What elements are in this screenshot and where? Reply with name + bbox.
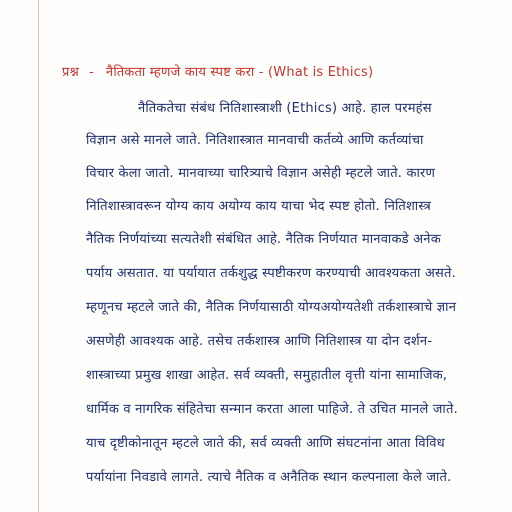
- text-line: पर्यायांना निवडावे लागते. त्याचे नैतिक व अनैतिक स्थान कल्पनाला केले जाते.: [86, 470, 452, 485]
- question-heading: [62, 62, 502, 80]
- margin-line: [38, 0, 39, 512]
- question-label: प्रश्न: [62, 65, 79, 80]
- text-line: याच दृष्टीकोनातून म्हटले जाते की, सर्व व्यक्ती आणि संघटनांना आता विविध: [86, 436, 445, 451]
- text-line: नैतिकतेचा संबंध नितिशास्त्राशी (Ethics) आहे. हाल परमहंस: [138, 101, 432, 116]
- text-line: असणेही आवश्यक आहे. तसेच तर्कशास्त्र आणि नितिशास्त्र या दोन दर्शन-: [86, 334, 433, 349]
- question-text: नैतिकता म्हणजे काय स्पष्ट करा - (What is Ethics): [105, 65, 374, 80]
- text-line: धार्मिक व नागरिक संहितेचा सन्मान करता आला पाहिजे. ते उचित मानले जाते.: [86, 402, 458, 417]
- text-line: म्हणूनच म्हटले जाते की, नैतिक निर्णयासाठी योग्यअयोग्यतेशी तर्कशास्त्राचे ज्ञान: [86, 300, 457, 315]
- text-line: नैतिक निर्णयांच्या सत्यतेशी संबंधित आहे. नैतिक निर्णयात मानवाकडे अनेक: [86, 232, 441, 247]
- text-line: विचार केला जातो. मानवाच्या चारित्र्याचे विज्ञान असेही म्हटले जाते. कारण: [86, 166, 436, 181]
- text-line: शास्त्राच्या प्रमुख शाखा आहेत. सर्व व्यक्ती, समुहातील वृत्ती यांना सामाजिक,: [86, 368, 448, 383]
- text-line: विज्ञान असे मानले जाते. नितिशास्त्रात मानवाची कर्तव्ये आणि कर्तव्यांचा: [86, 133, 424, 148]
- question-dash: -: [89, 65, 94, 80]
- text-line: पर्याय असतात. या पर्यायात तर्कशुद्ध स्पष्टीकरण करण्याची आवश्यकता असते.: [86, 266, 456, 281]
- text-line: नितिशास्त्रावरून योग्य काय अयोग्य काय याचा भेद स्पष्ट होतो. नितिशास्त्र: [86, 199, 431, 214]
